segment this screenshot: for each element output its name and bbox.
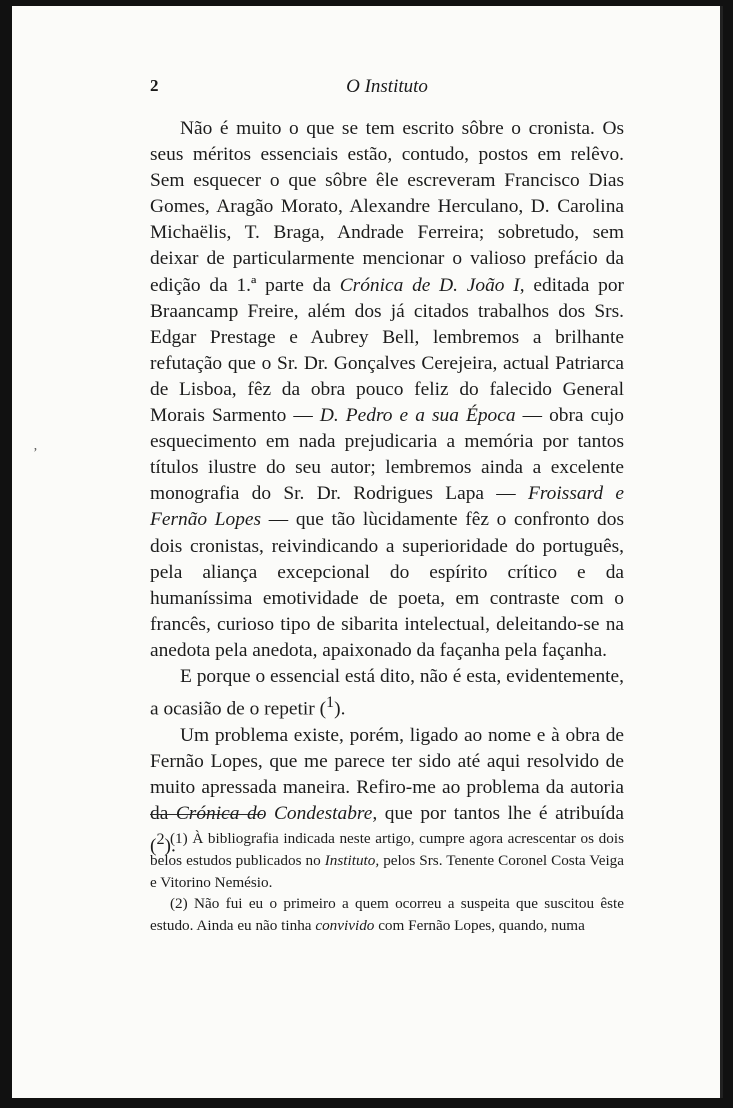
footnote-1: (1) À bibliografia indicada neste artigo, cumpre agora acrescentar os dois belos estudos publicados no Instituto, pelos Srs. Tenente Coronel Costa Veiga e Vitorino Nemésio. bbox=[150, 830, 625, 891]
running-title: O Instituto bbox=[346, 76, 428, 97]
italic-title: Froissard e Fernão Lopes bbox=[150, 483, 624, 531]
italic-title: Crónica do Condestabre, bbox=[175, 802, 378, 824]
footnote-rule bbox=[150, 814, 263, 815]
italic-title: Instituto, bbox=[324, 851, 380, 869]
paragraph-2: E porque o essencial está dito, não é esta, evidentemente, a ocasião de o repetir ($^1$). bbox=[150, 665, 624, 720]
footnotes bbox=[150, 828, 624, 937]
footnote-2: (2) Não fui eu o primeiro a quem ocorreu a suspeita que suscitou êste estudo. Ainda eu não tinha convivido com Fernão Lopes, quando, numa bbox=[150, 895, 624, 935]
margin-mark: ʼ bbox=[33, 446, 38, 461]
page-header bbox=[150, 76, 624, 100]
italic-title: Crónica de D. João I bbox=[339, 274, 520, 296]
paragraph-1: Não é muito o que se tem escrito sôbre o cronista. Os seus méritos essenciais estão, contudo, postos em relêvo. Sem esquecer o que sôbre êle escreveram Francisco Dias Gomes, Aragão Morato, Alexandre Herculano, D. Carolina Michaëlis, T. Braga, Andrade Ferreira; sobretudo, sem deixar de particularmente mencionar o valioso prefácio da edição da 1.ª parte da Crónica de D. João I, editada por Braancamp Freire, além dos já citados trabalhos dos Srs. Edgar Prestage e Aubrey Bell, lembremos a brilhante refutação que o Sr. Dr. Gonçalves Cerejeira, actual Patriarca de Lisboa, fêz da obra pouco feliz do falecido General Morais Sarmento — D. Pedro e a sua Época — obra cujo esquecimento em nada prejudicaria a memória por tantos títulos ilustre do seu autor; lembremos ainda a excelente monografia do Sr. Dr. Rodrigues Lapa — Froissard e Fernão Lopes — que tão lùcidamente fêz o confronto dos dois cronistas, reivindicando a superioridade do português, pela aliança excepcional do espírito crítico e da humaníssima emotividade de poeta, em contraste com o francês, curioso tipo de sibarita intelectual, deleitando-se na anedota pela anedota, apaixonado da façanha pela façanha. bbox=[150, 118, 624, 661]
main-text bbox=[150, 116, 624, 860]
footnote-marker: (2) bbox=[170, 895, 188, 913]
italic-title: D. Pedro e a sua Época bbox=[319, 405, 516, 427]
page-number: 2 bbox=[150, 76, 159, 95]
paragraph-3: Um problema existe, porém, ligado ao nome e à obra de Fernão Lopes, que me parece ter sido até aqui resolvido de muito apressada maneira. Refiro-me ao problema da autoria da Crónica do Condestabre, que por tantos lhe é atribuída ($^2$). bbox=[150, 724, 624, 857]
italic-word: convivido bbox=[315, 917, 375, 935]
footnote-ref: 1 bbox=[326, 694, 335, 712]
footnote-ref: 2 bbox=[156, 831, 165, 848]
footnote-marker: (1) bbox=[170, 830, 188, 847]
